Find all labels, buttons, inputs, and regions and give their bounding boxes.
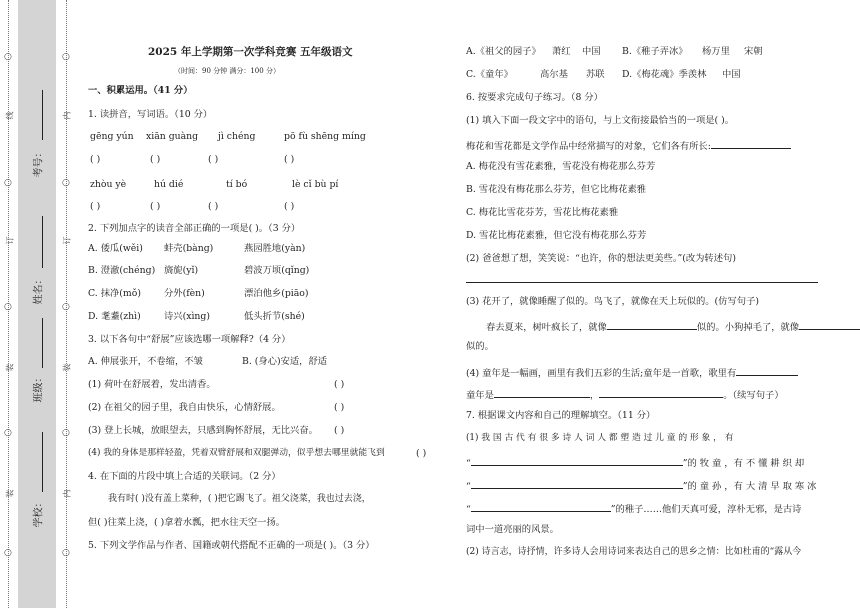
q7-1-blank-1[interactable] — [471, 456, 683, 466]
q3-item-2: (2) 在祖父的园子里，我自由快乐，心情舒展。 — [88, 402, 281, 413]
q2-option-c-2: 分外(fèn) — [164, 288, 205, 299]
q6-option-d[interactable]: D. 雪花比梅花素雅，但它没有梅花那么芬芳 — [466, 230, 647, 241]
binding-inner-word-4: 内 — [62, 489, 72, 498]
q1-pinyin-3: jì chéng — [218, 131, 256, 142]
q7-1-line-3 — [466, 479, 816, 491]
q5-option-a-1[interactable]: A.《祖父的园子》 — [466, 46, 541, 57]
binding-margin — [0, 0, 76, 608]
q6-prompt: 6. 按要求完成句子练习。（8 分） — [466, 92, 603, 103]
binding-hole: ○ — [62, 52, 70, 62]
q1-pinyin-4: pō fù shēng míng — [284, 131, 366, 142]
binding-hole: ○ — [4, 548, 12, 558]
q1-answer-box[interactable]: ( ) — [90, 154, 101, 165]
field-banji-label: 班级： — [33, 372, 45, 403]
q1-prompt: 1. 读拼音，写词语。（10 分） — [88, 109, 213, 120]
q6-3-end: 似的。 — [466, 341, 494, 352]
q7-1-line-1: (1) 我 国 古 代 有 很 多 诗 人 词 人 都 塑 造 过 儿 童 的 形 象 ， 有 — [466, 433, 734, 443]
q7-1-line-4 — [466, 502, 801, 514]
q7-prompt: 7. 根据课文内容和自己的理解填空。（11 分） — [466, 410, 656, 421]
q3-answer-4[interactable]: ( ) — [416, 448, 427, 459]
q5-option-c-3: 苏联 — [586, 69, 605, 80]
binding-inner-word-3: 装 — [62, 363, 72, 372]
q2-option-d-3: 低头折节(shé) — [244, 311, 305, 322]
q3-answer-3[interactable]: ( ) — [334, 425, 345, 436]
q7-1-text-3: ”的 童 孙 ，有 大 清 早 取 寒 冰 — [682, 481, 817, 492]
binding-hole: ○ — [4, 428, 12, 438]
q7-1-text-4: ”的稚子……他们天真可爱，淳朴无邪，是古诗 — [610, 504, 802, 515]
field-kaohao-line[interactable] — [42, 90, 43, 140]
q2-option-b-3: 碧波万顷(qǐng) — [244, 265, 310, 276]
q6-option-c[interactable]: C. 梅花比雪花芬芳，雪花比梅花素雅 — [466, 207, 619, 218]
q2-option-b-2: 旖旎(yǐ) — [164, 265, 199, 276]
q6-3-prompt: (3) 花开了，就像睡醒了似的。鸟飞了，就像在天上玩似的。(仿写句子) — [466, 296, 759, 307]
q5-prompt: 5. 下列文学作品与作者、国籍或朝代搭配不正确的一项是( )。（3 分） — [88, 540, 375, 551]
binding-word-xian: 线 — [5, 111, 15, 120]
q6-4-text-b: ， — [589, 390, 600, 401]
q6-3-line — [486, 320, 860, 332]
q1-pinyin-8: lè cǐ bù pí — [292, 179, 339, 190]
q2-option-c-3: 漂泊他乡(piāo) — [244, 288, 309, 299]
q3-item-1: (1) 荷叶在舒展着，发出清香。 — [88, 379, 216, 390]
q5-option-b-1[interactable]: B.《稚子弄冰》 — [622, 46, 688, 57]
binding-hole: ○ — [62, 548, 70, 558]
q7-1-line-5: 词中一道亮丽的风景。 — [466, 524, 559, 535]
binding-word-ding: 订 — [5, 236, 15, 245]
q6-1-blank[interactable] — [711, 139, 791, 149]
q6-4-blank-1[interactable] — [736, 366, 798, 376]
q2-prompt: 2. 下列加点字的读音全部正确的一项是( )。（3 分） — [88, 223, 301, 234]
q6-1-passage-text: 梅花和雪花都是文学作品中经常描写的对象，它们各有所长: — [466, 141, 711, 152]
q5-option-c-2: 高尔基 — [540, 69, 568, 80]
q3-answer-2[interactable]: ( ) — [334, 402, 345, 413]
section-1-heading: 一、积累运用。（41 分） — [88, 85, 193, 96]
q6-2-answer-line[interactable] — [466, 282, 818, 283]
binding-word-zhuang-2: 装 — [5, 489, 15, 498]
field-banji-line[interactable] — [42, 318, 43, 368]
q6-4-text-a: 童年是 — [466, 390, 494, 401]
q6-4-text: (4) 童年是一幅画，画里有我们五彩的生活;童年是一首歌，歌里有 — [466, 368, 737, 379]
q1-answer-box[interactable]: ( ) — [90, 201, 101, 212]
q1-answer-box[interactable]: ( ) — [284, 201, 295, 212]
q3-option-b: B. (身心)安适，舒适 — [242, 356, 328, 367]
q7-1-text-2: ”的 牧 童 ，有 不 懂 耕 织 却 — [682, 458, 805, 469]
q3-answer-1[interactable]: ( ) — [334, 379, 345, 390]
binding-hole: ○ — [4, 52, 12, 62]
q4-line-1[interactable]: 我有时( )没有盖上菜种，( )把它踢飞了。祖父浇菜，我也过去浇， — [108, 494, 371, 504]
q1-pinyin-7: tí bó — [226, 179, 248, 190]
field-xuexiao-line[interactable] — [42, 432, 43, 492]
q5-option-d-1[interactable]: D.《梅花魂》季羡林 — [622, 69, 707, 80]
q6-option-a[interactable]: A. 梅花没有雪花素雅，雪花没有梅花那么芬芳 — [466, 161, 656, 172]
q6-4-blank-3[interactable] — [599, 388, 723, 398]
q7-1-open-quote: “ — [466, 481, 471, 492]
q6-2-prompt: (2) 爸爸想了想，笑笑说：“也许，你的想法更美些。”(改为转述句) — [466, 253, 736, 264]
q5-option-b-2: 杨万里 — [702, 46, 730, 57]
q6-1-prompt: (1) 填入下面一段文字中的语句，与上文衔接最恰当的一项是( )。 — [466, 115, 735, 126]
q5-option-c-1[interactable]: C.《童年》 — [466, 69, 513, 80]
q6-1-passage — [466, 139, 791, 151]
q2-option-d-2: 诗兴(xìng) — [164, 311, 211, 322]
binding-hole: ○ — [62, 302, 70, 312]
q2-option-d-1[interactable]: D. 耄耋(zhì) — [88, 311, 141, 322]
q6-4-line-2 — [466, 388, 784, 400]
binding-inner-word-2: 订 — [62, 236, 72, 245]
q5-option-d-2: 中国 — [722, 69, 741, 80]
q5-option-a-3: 中国 — [582, 46, 601, 57]
q2-option-b-1[interactable]: B. 澄澈(chéng) — [88, 265, 156, 276]
binding-word-zhuang: 装 — [5, 363, 15, 372]
q6-option-b[interactable]: B. 雪花没有梅花那么芬芳，但它比梅花素雅 — [466, 184, 647, 195]
q1-answer-box[interactable]: ( ) — [150, 201, 161, 212]
q4-prompt: 4. 在下面的片段中填上合适的关联词。（2 分） — [88, 471, 281, 482]
q7-1-blank-2[interactable] — [471, 479, 683, 489]
q2-option-a-3: 燕园胜地(yàn) — [244, 243, 306, 254]
q3-option-a: A. 伸展张开，不卷缩，不皱 — [88, 356, 203, 367]
field-kaohao-label: 考号： — [33, 147, 45, 178]
q4-line-2[interactable]: 但( )往菜上浇，( )拿着水瓢，把水往天空一扬。 — [88, 517, 286, 528]
q7-1-open-quote: “ — [466, 458, 471, 469]
q6-4-line-1 — [466, 366, 798, 378]
q1-pinyin-5: zhòu yè — [90, 179, 127, 190]
q5-option-a-2: 萧红 — [552, 46, 571, 57]
q2-option-a-1[interactable]: A. 倭瓜(wěi) — [88, 243, 143, 254]
binding-hole: ○ — [62, 428, 70, 438]
q6-4-blank-2[interactable] — [494, 388, 590, 398]
field-xuexiao-label: 学校： — [33, 497, 45, 528]
q6-3-blank-1[interactable] — [607, 320, 697, 330]
q7-1-line-2 — [466, 456, 804, 468]
q2-option-c-1[interactable]: C. 抹净(mǒ) — [88, 288, 141, 299]
q1-answer-box[interactable]: ( ) — [284, 154, 295, 165]
q1-pinyin-2: xiān guàng — [146, 131, 199, 142]
q7-1-open-quote: “ — [466, 504, 471, 515]
binding-hole: ○ — [4, 302, 12, 312]
binding-hole: ○ — [4, 178, 12, 188]
q7-1-blank-3[interactable] — [471, 502, 611, 512]
page-title: 2025 年上学期第一次学科竞赛 五年级语文 — [148, 46, 353, 58]
field-xingming-label: 姓名： — [33, 274, 45, 305]
q5-option-b-3: 宋朝 — [744, 46, 763, 57]
q7-2-line-1: (2) 诗言志，诗抒情，许多诗人会用诗词来表达自己的思乡之情：比如杜甫的“露从今 — [466, 547, 802, 557]
page-subtitle: （时间：90 分钟 满分：100 分） — [174, 67, 280, 75]
binding-hole: ○ — [62, 178, 70, 188]
q6-4-text-c: 。（续写句子） — [723, 390, 784, 401]
q2-option-a-2: 蚌壳(bàng) — [164, 243, 214, 254]
q6-3-text-a: 春去夏来，树叶疯长了，就像 — [486, 322, 607, 333]
field-xingming-line[interactable] — [42, 216, 43, 268]
q6-3-text-b: 似的。小狗掉毛了，就像 — [696, 322, 800, 333]
q1-answer-box[interactable]: ( ) — [208, 201, 219, 212]
q3-prompt: 3. 以下各句中“舒展”应该选哪一项解释?（4 分） — [88, 334, 291, 345]
binding-inner-word-1: 内 — [62, 111, 72, 120]
q1-pinyin-1: gēng yún — [90, 131, 134, 142]
q1-answer-box[interactable]: ( ) — [150, 154, 161, 165]
q1-answer-box[interactable]: ( ) — [208, 154, 219, 165]
q3-item-3: (3) 登上长城，放眼望去，只感到胸怀舒展，无比兴奋。 — [88, 425, 318, 436]
q6-3-blank-2[interactable] — [799, 320, 860, 330]
q1-pinyin-6: hú dié — [154, 179, 184, 190]
q3-item-4: (4) 我的身体是那样轻盈，凭着双臂舒展和双腿弹动，似乎想去哪里就能飞到 — [88, 448, 385, 458]
